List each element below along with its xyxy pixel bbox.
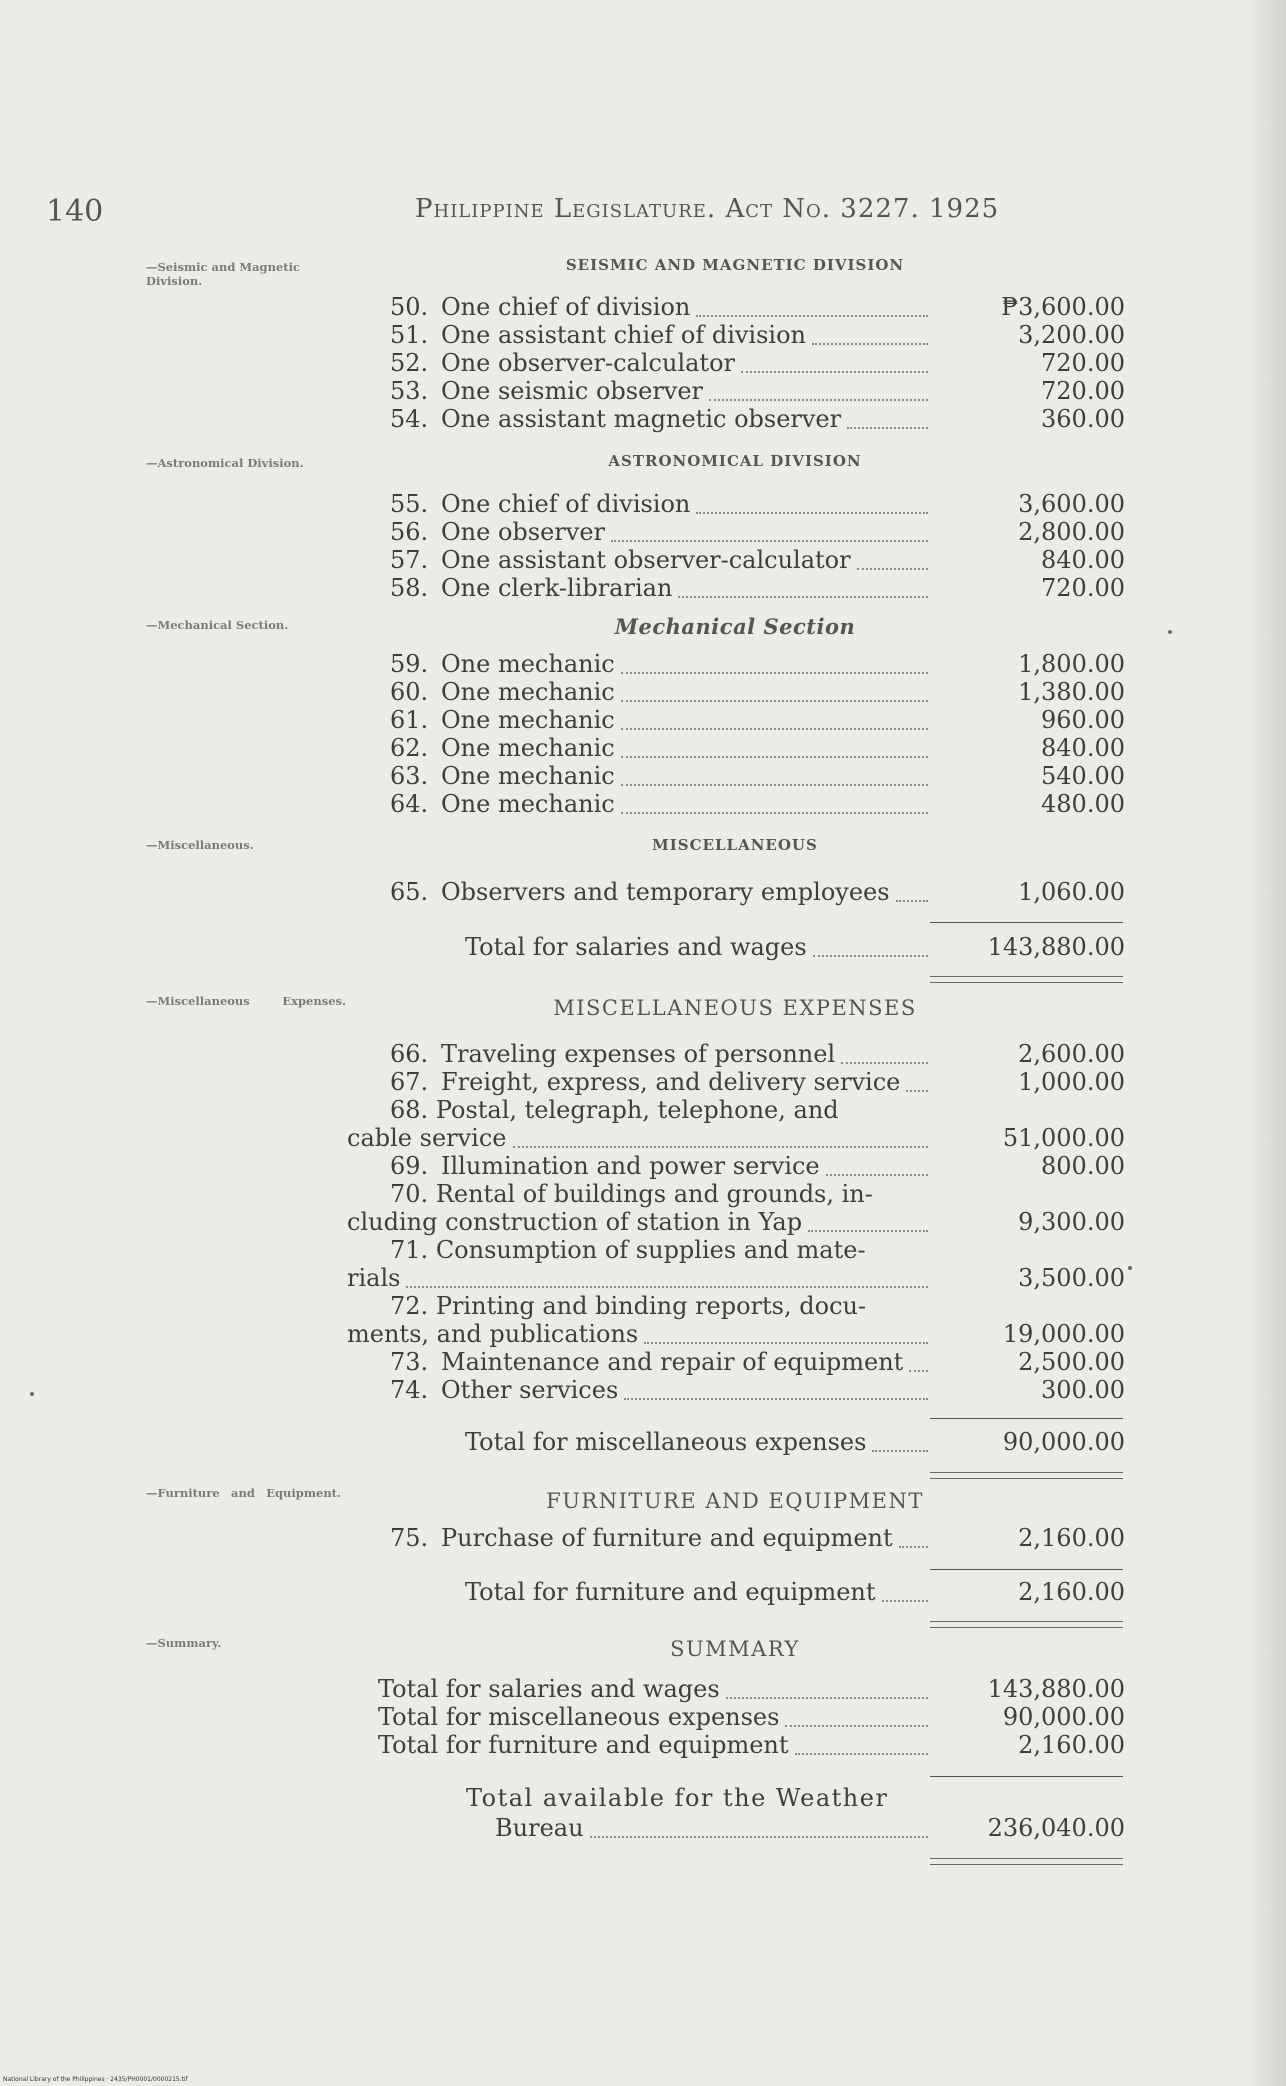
- section-heading-furniture: FURNITURE AND EQUIPMENT: [546, 1489, 924, 1513]
- dot-leader: [872, 1450, 928, 1452]
- summary-row: Total for furniture and equipment 2,160.00: [378, 1731, 1125, 1759]
- dot-leader: [621, 784, 928, 786]
- margin-note-mechanical: —Mechanical Section.: [146, 618, 289, 632]
- dot-leader: [513, 1146, 928, 1148]
- line-item-cont: cable service 51,000.00: [347, 1124, 1125, 1152]
- line-item: 50. One chief of division ₱3,600.00: [390, 293, 1125, 321]
- scan-speck: [30, 1392, 34, 1396]
- running-title: Philippine Legislature. Act No. 3227. 1925: [415, 194, 1000, 224]
- section-heading-mechanical: Mechanical Section: [614, 614, 856, 639]
- line-item: 61. One mechanic 960.00: [390, 706, 1125, 734]
- subtotal-rule: [930, 1418, 1123, 1419]
- double-rule: [930, 1621, 1123, 1628]
- line-item: 75. Purchase of furniture and equipment 2,160.00: [390, 1524, 1125, 1552]
- grand-total-row: Bureau 236,040.00: [495, 1814, 1125, 1842]
- dot-leader: [896, 900, 928, 902]
- summary-row: Total for salaries and wages 143,880.00: [378, 1675, 1125, 1703]
- subtotal-rule: [930, 1776, 1123, 1777]
- dot-leader: [678, 596, 928, 598]
- line-item: 53. One seismic observer 720.00: [390, 377, 1125, 405]
- line-item: 72. Printing and binding reports, docu-: [390, 1292, 867, 1320]
- dot-leader: [795, 1753, 928, 1755]
- line-item: 74. Other services 300.00: [390, 1376, 1125, 1404]
- line-item: 63. One mechanic 540.00: [390, 762, 1125, 790]
- total-misc-expenses-row: Total for miscellaneous expenses 90,000.00: [465, 1428, 1125, 1456]
- line-item-cont: ments, and publications 19,000.00: [347, 1320, 1125, 1348]
- dot-leader: [906, 1090, 928, 1092]
- line-item-cont: cluding construction of station in Yap 9,300.00: [347, 1208, 1125, 1236]
- margin-note-misc-expenses: —Miscellaneous Expenses.: [146, 994, 346, 1008]
- dot-leader: [621, 700, 928, 702]
- line-item: 58. One clerk-librarian 720.00: [390, 574, 1125, 602]
- line-item: 73. Maintenance and repair of equipment 2,500.00: [390, 1348, 1125, 1376]
- dot-leader: [621, 756, 928, 758]
- line-item: 62. One mechanic 840.00: [390, 734, 1125, 762]
- total-furniture-row: Total for furniture and equipment 2,160.00: [465, 1578, 1125, 1606]
- section-heading-miscellaneous: MISCELLANEOUS: [652, 836, 818, 854]
- dot-leader: [808, 1230, 928, 1232]
- page-edge-shadow: [1246, 0, 1286, 2086]
- dot-leader: [812, 343, 928, 345]
- double-rule: [930, 1858, 1123, 1865]
- line-item: 70. Rental of buildings and grounds, in-: [390, 1180, 873, 1208]
- dot-leader: [644, 1342, 928, 1344]
- line-item: 55. One chief of division 3,600.00: [390, 490, 1125, 518]
- dot-leader: [406, 1286, 928, 1288]
- line-item-cont: rials 3,500.00: [347, 1264, 1125, 1292]
- line-item: 65. Observers and temporary employees 1,060.00: [390, 878, 1125, 906]
- dot-leader: [882, 1600, 928, 1602]
- margin-note-seismic: —Seismic and Magnetic Division.: [146, 260, 300, 288]
- dot-leader: [847, 427, 928, 429]
- dot-leader: [611, 540, 928, 542]
- dot-leader: [621, 672, 928, 674]
- margin-note-summary: —Summary.: [146, 1636, 222, 1650]
- total-salaries-row: Total for salaries and wages 143,880.00: [465, 933, 1125, 961]
- dot-leader: [909, 1370, 928, 1372]
- dot-leader: [726, 1697, 928, 1699]
- subtotal-rule: [930, 1569, 1123, 1570]
- line-item: 66. Traveling expenses of personnel 2,600.00: [390, 1040, 1125, 1068]
- dot-leader: [899, 1546, 928, 1548]
- page-number: 140: [46, 194, 104, 229]
- dot-leader: [624, 1398, 928, 1400]
- dot-leader: [785, 1725, 928, 1727]
- margin-note-furniture: —Furniture and Equipment.: [146, 1486, 341, 1500]
- scan-speck: [1168, 630, 1172, 634]
- summary-row: Total for miscellaneous expenses 90,000.00: [378, 1703, 1125, 1731]
- dot-leader: [813, 955, 928, 957]
- line-item: 68. Postal, telegraph, telephone, and: [390, 1096, 839, 1124]
- dot-leader: [857, 568, 928, 570]
- dot-leader: [590, 1836, 928, 1838]
- section-heading-astronomical: ASTRONOMICAL DIVISION: [608, 452, 862, 470]
- margin-note-astronomical: —Astronomical Division.: [146, 456, 304, 470]
- line-item: 52. One observer-calculator 720.00: [390, 349, 1125, 377]
- dot-leader: [741, 371, 928, 373]
- line-item: 60. One mechanic 1,380.00: [390, 678, 1125, 706]
- dot-leader: [621, 812, 928, 814]
- line-item: 57. One assistant observer-calculator 840.00: [390, 546, 1125, 574]
- dot-leader: [696, 512, 928, 514]
- section-heading-seismic: SEISMIC AND MAGNETIC DIVISION: [565, 256, 905, 274]
- line-item: 56. One observer 2,800.00: [390, 518, 1125, 546]
- margin-note-miscellaneous: —Miscellaneous.: [146, 838, 254, 852]
- dot-leader: [696, 315, 928, 317]
- line-item: 71. Consumption of supplies and mate-: [390, 1236, 866, 1264]
- double-rule: [930, 1472, 1123, 1479]
- line-item: 51. One assistant chief of division 3,200.00: [390, 321, 1125, 349]
- section-heading-summary: SUMMARY: [670, 1637, 800, 1661]
- line-item: 54. One assistant magnetic observer 360.00: [390, 405, 1125, 433]
- scan-footer: National Library of the Philippines · 2435/PH0001/0000215.tif: [3, 2076, 188, 2083]
- line-item: 69. Illumination and power service 800.00: [390, 1152, 1125, 1180]
- subtotal-rule: [930, 922, 1123, 923]
- dot-leader: [709, 399, 928, 401]
- grand-total-label-line1: Total available for the Weather: [466, 1784, 889, 1812]
- line-item: 67. Freight, express, and delivery service 1,000.00: [390, 1068, 1125, 1096]
- dot-leader: [841, 1062, 928, 1064]
- dot-leader: [621, 728, 928, 730]
- dot-leader: [826, 1174, 928, 1176]
- scan-speck: [1128, 1266, 1132, 1270]
- double-rule: [930, 976, 1123, 983]
- section-heading-misc-expenses: MISCELLANEOUS EXPENSES: [553, 996, 917, 1020]
- line-item: 59. One mechanic 1,800.00: [390, 650, 1125, 678]
- line-item: 64. One mechanic 480.00: [390, 790, 1125, 818]
